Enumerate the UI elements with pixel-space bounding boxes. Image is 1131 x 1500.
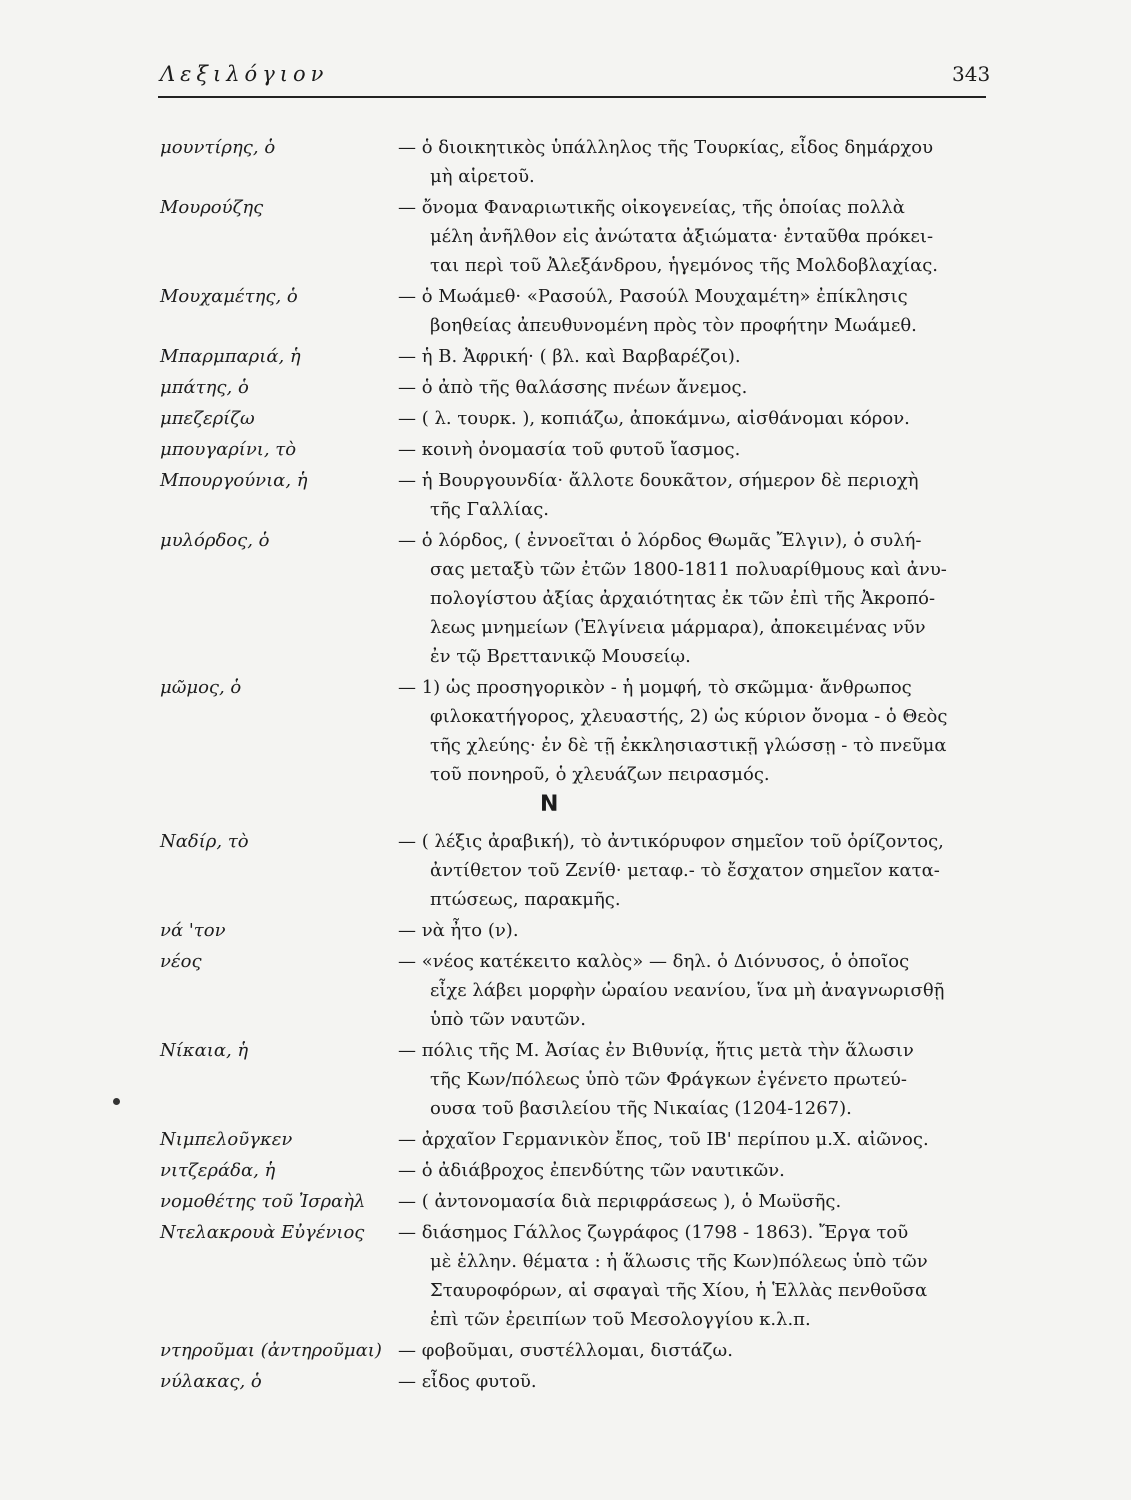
glossary-entry bbox=[160, 1125, 1000, 1154]
entry-term: νιτζεράδα, ἡ bbox=[160, 1160, 276, 1181]
entry-term: Ντελακρουὰ Εὐγένιος bbox=[160, 1222, 365, 1243]
glossary-entry bbox=[160, 1218, 1000, 1334]
running-header-title: Λεξιλόγιον bbox=[160, 62, 329, 86]
glossary-entry bbox=[160, 435, 1000, 464]
entry-term: Μουχαμέτης, ὁ bbox=[160, 286, 298, 307]
definition-line: — νὰ ἦτο (ν). bbox=[398, 920, 519, 941]
definition-line: μὲ ἑλλην. θέματα : ἡ ἅλωσις τῆς Κων)πόλεως ὑπὸ τῶν bbox=[430, 1251, 928, 1272]
margin-dot bbox=[113, 1098, 120, 1105]
definition-line: βοηθείας ἀπευθυνομένη πρὸς τὸν προφήτην Μωάμεθ. bbox=[430, 315, 917, 336]
glossary-entry bbox=[160, 1156, 1000, 1185]
entry-definition bbox=[398, 342, 1000, 371]
definition-line: — ( ἀντονομασία διὰ περιφράσεως ), ὁ Μωϋσῆς. bbox=[398, 1191, 842, 1212]
glossary-entry bbox=[160, 373, 1000, 402]
glossary-entry bbox=[160, 947, 1000, 1034]
definition-line: — ( λέξις ἀραβική), τὸ ἀντικόρυφον σημεῖον τοῦ ὁρίζοντος, bbox=[398, 831, 944, 852]
entry-term: μῶμος, ὁ bbox=[160, 677, 242, 698]
entry-term: Μπαρμπαριά, ἡ bbox=[160, 346, 301, 367]
definition-line: τῆς Γαλλίας. bbox=[430, 499, 550, 520]
definition-line: — 1) ὡς προσηγορικὸν - ἡ μομφή, τὸ σκῶμμα· ἄνθρωπος bbox=[398, 677, 912, 698]
entry-definition bbox=[398, 435, 1000, 464]
definition-line: τῆς χλεύης· ἐν δὲ τῇ ἐκκλησιαστικῇ γλώσσῃ - τὸ πνεῦμα bbox=[430, 735, 947, 756]
entry-term: Νίκαια, ἡ bbox=[160, 1040, 249, 1061]
definition-line: — ἡ Βουργουνδία· ἄλλοτε δουκᾶτον, σήμερον δὲ περιοχὴ bbox=[398, 470, 919, 491]
glossary-entries-m bbox=[160, 133, 1000, 791]
glossary-entries-n bbox=[160, 827, 1000, 1398]
entry-definition bbox=[398, 526, 1000, 671]
glossary-entry bbox=[160, 1187, 1000, 1216]
entry-definition bbox=[398, 373, 1000, 402]
definition-line: ται περὶ τοῦ Ἀλεξάνδρου, ἡγεμόνος τῆς Μολδοβλαχίας. bbox=[430, 255, 939, 276]
entry-term: Ναδίρ, τὸ bbox=[160, 831, 249, 852]
definition-line: — ὁ ἀπὸ τῆς θαλάσσης πνέων ἄνεμος. bbox=[398, 377, 748, 398]
glossary-entry bbox=[160, 673, 1000, 789]
glossary-entry bbox=[160, 916, 1000, 945]
entry-term: νέος bbox=[160, 951, 202, 972]
definition-line: ἐπὶ τῶν ἐρειπίων τοῦ Μεσολογγίου κ.λ.π. bbox=[430, 1309, 811, 1330]
header-rule bbox=[158, 96, 986, 98]
definition-line: — ὄνομα Φαναριωτικῆς οἰκογενείας, τῆς ὁποίας πολλὰ bbox=[398, 197, 905, 218]
page-number: 343 bbox=[952, 62, 991, 86]
entry-term: μπουγαρίνι, τὸ bbox=[160, 439, 297, 460]
glossary-entry bbox=[160, 404, 1000, 433]
entry-definition bbox=[398, 193, 1000, 280]
entry-definition bbox=[398, 404, 1000, 433]
entry-definition bbox=[398, 916, 1000, 945]
glossary-entry bbox=[160, 282, 1000, 340]
entry-definition bbox=[398, 133, 1000, 191]
entry-term: Μουρούζης bbox=[160, 197, 264, 218]
definition-line: μὴ αἱρετοῦ. bbox=[430, 166, 535, 187]
definition-line: — ὁ διοικητικὸς ὑπάλληλος τῆς Τουρκίας, εἶδος δημάρχου bbox=[398, 137, 934, 158]
definition-line: τῆς Κων/πόλεως ὑπὸ τῶν Φράγκων ἐγένετο πρωτεύ- bbox=[430, 1069, 907, 1090]
definition-line: — ὁ ἀδιάβροχος ἐπενδύτης τῶν ναυτικῶν. bbox=[398, 1160, 785, 1181]
glossary-entry bbox=[160, 526, 1000, 671]
glossary-entry bbox=[160, 466, 1000, 524]
definition-line: φιλοκατήγορος, χλευαστής, 2) ὡς κύριον ὄνομα - ὁ Θεὸς bbox=[430, 706, 948, 727]
glossary-entry bbox=[160, 193, 1000, 280]
definition-line: πολογίστου ἀξίας ἀρχαιότητας ἐκ τῶν ἐπὶ τῆς Ἀκροπό- bbox=[430, 588, 936, 609]
definition-line: μέλη ἀνῆλθον εἰς ἀνώτατα ἀξιώματα· ἐνταῦθα πρόκει- bbox=[430, 226, 934, 247]
entry-term: Μπουργούνια, ἡ bbox=[160, 470, 308, 491]
definition-line: — ( λ. τουρκ. ), κοπιάζω, ἀποκάμνω, αἰσθάνομαι κόρον. bbox=[398, 408, 910, 429]
definition-line: λεως μνημείων (Ἐλγίνεια μάρμαρα), ἀποκειμένας νῦν bbox=[430, 617, 926, 638]
entry-term: Νιμπελοῦγκεν bbox=[160, 1129, 293, 1150]
definition-line: — ὁ Μωάμεθ· «Ρασούλ, Ρασούλ Μουχαμέτη» ἐπίκλησις bbox=[398, 286, 908, 307]
entry-term: μυλόρδος, ὁ bbox=[160, 530, 270, 551]
definition-line: — κοινὴ ὀνομασία τοῦ φυτοῦ ἴασμος. bbox=[398, 439, 741, 460]
section-letter: Ν bbox=[540, 792, 559, 817]
entry-term: νύλακας, ὁ bbox=[160, 1371, 262, 1392]
entry-definition bbox=[398, 1367, 1000, 1396]
definition-line: εἶχε λάβει μορφὴν ὡραίου νεανίου, ἵνα μὴ ἀναγνωρισθῇ bbox=[430, 980, 945, 1001]
entry-definition bbox=[398, 1036, 1000, 1123]
entry-term: νομοθέτης τοῦ Ἰσραὴλ bbox=[160, 1191, 366, 1212]
entry-term: ντηροῦμαι (ἀντηροῦμαι) bbox=[160, 1340, 382, 1361]
definition-line: — ἀρχαῖον Γερμανικὸν ἔπος, τοῦ ΙΒ' περίπου μ.Χ. αἰῶνος. bbox=[398, 1129, 929, 1150]
entry-definition bbox=[398, 827, 1000, 914]
definition-line: — εἶδος φυτοῦ. bbox=[398, 1371, 537, 1392]
definition-line: ἀντίθετον τοῦ Ζενίθ· μεταφ.- τὸ ἔσχατον σημεῖον κατα- bbox=[430, 860, 940, 881]
entry-term: μπεζερίζω bbox=[160, 408, 255, 429]
definition-line: — ἡ Β. Ἀφρική· ( βλ. καὶ Βαρβαρέζοι). bbox=[398, 346, 741, 367]
entry-definition bbox=[398, 673, 1000, 789]
definition-line: ὑπὸ τῶν ναυτῶν. bbox=[430, 1009, 586, 1030]
definition-line: — διάσημος Γάλλος ζωγράφος (1798 - 1863). Ἔργα τοῦ bbox=[398, 1222, 909, 1243]
entry-term: μουντίρης, ὁ bbox=[160, 137, 276, 158]
definition-line: ἐν τῷ Βρεττανικῷ Μουσείῳ. bbox=[430, 646, 691, 667]
definition-line: — φοβοῦμαι, συστέλλομαι, διστάζω. bbox=[398, 1340, 733, 1361]
definition-line: Σταυροφόρων, αἱ σφαγαὶ τῆς Χίου, ἡ Ἑλλὰς πενθοῦσα bbox=[430, 1280, 928, 1301]
glossary-entry bbox=[160, 1336, 1000, 1365]
entry-definition bbox=[398, 1156, 1000, 1185]
glossary-entry bbox=[160, 133, 1000, 191]
entry-definition bbox=[398, 947, 1000, 1034]
glossary-entry bbox=[160, 827, 1000, 914]
entry-definition bbox=[398, 282, 1000, 340]
glossary-entry bbox=[160, 1036, 1000, 1123]
entry-term: μπάτης, ὁ bbox=[160, 377, 249, 398]
entry-definition bbox=[398, 1187, 1000, 1216]
entry-definition bbox=[398, 1125, 1000, 1154]
definition-line: ουσα τοῦ βασιλείου τῆς Νικαίας (1204-1267). bbox=[430, 1098, 852, 1119]
glossary-entry bbox=[160, 342, 1000, 371]
definition-line: πτώσεως, παρακμῆς. bbox=[430, 889, 621, 910]
entry-definition bbox=[398, 1336, 1000, 1365]
definition-line: — ὁ λόρδος, ( ἐννοεῖται ὁ λόρδος Θωμᾶς Ἔλγιν), ὁ συλή- bbox=[398, 530, 922, 551]
definition-line: — πόλις τῆς Μ. Ἀσίας ἐν Βιθυνίᾳ, ἥτις μετὰ τὴν ἅλωσιν bbox=[398, 1040, 914, 1061]
entry-term: νά 'τον bbox=[160, 920, 226, 941]
entry-definition bbox=[398, 466, 1000, 524]
entry-definition bbox=[398, 1218, 1000, 1334]
definition-line: — «νέος κατέκειτο καλὸς» — δηλ. ὁ Διόνυσος, ὁ ὁποῖος bbox=[398, 951, 910, 972]
definition-line: σας μεταξὺ τῶν ἐτῶν 1800-1811 πολυαρίθμους καὶ ἀνυ- bbox=[430, 559, 947, 580]
glossary-entry bbox=[160, 1367, 1000, 1396]
definition-line: τοῦ πονηροῦ, ὁ χλευάζων πειρασμός. bbox=[430, 764, 770, 785]
